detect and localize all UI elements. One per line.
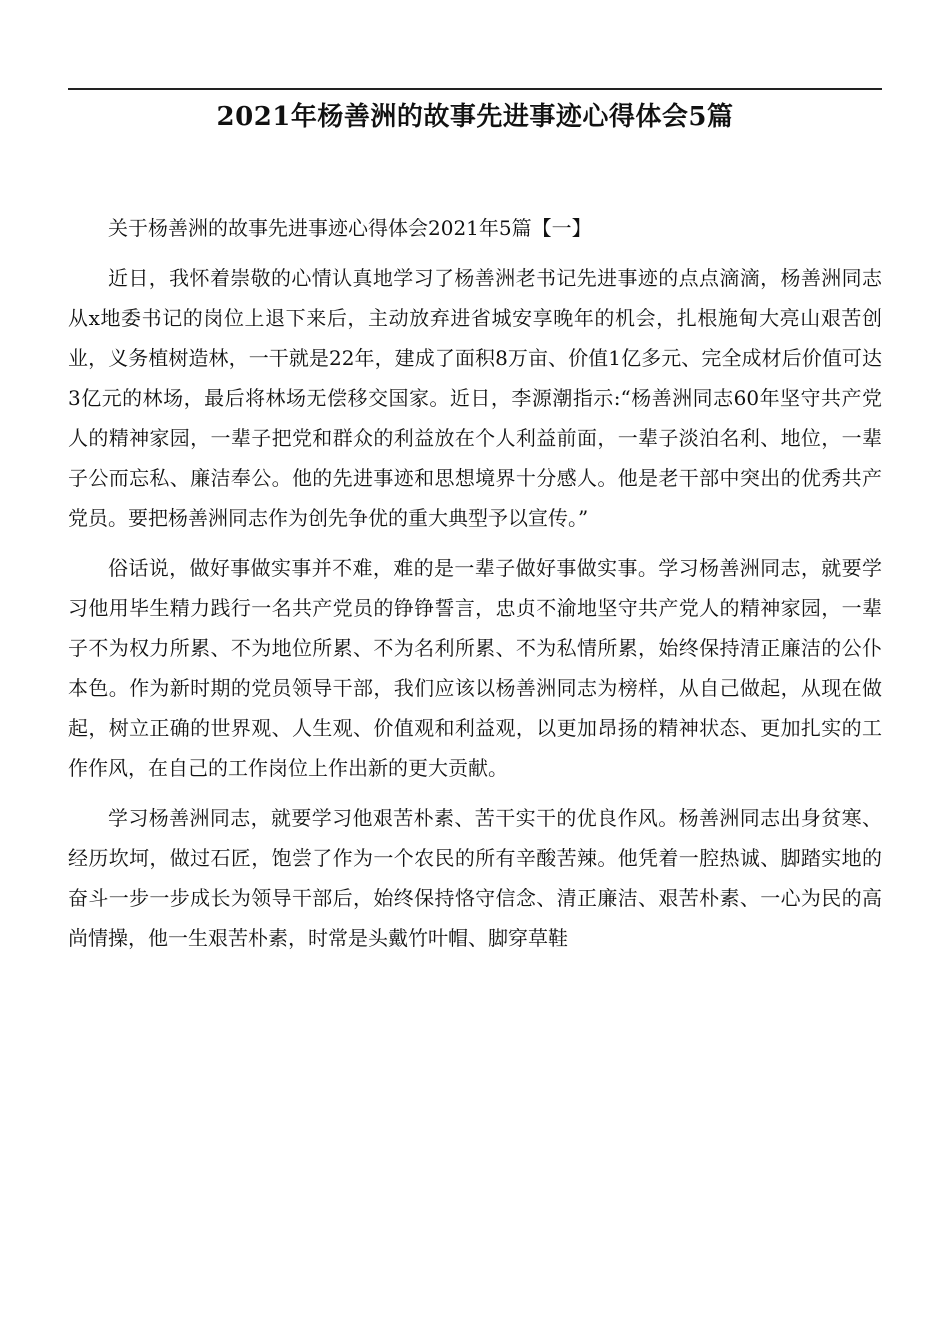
- document-title: 2021年杨善洲的故事先进事迹心得体会5篇: [216, 102, 734, 132]
- paragraph: 近日，我怀着崇敬的心情认真地学习了杨善洲老书记先进事迹的点点滴滴，杨善洲同志从x地委书记的岗位上退下来后，主动放弃进省城安享晚年的机会，扎根施甸大亮山艰苦创业，义务植树造林，一干就是22年，建成了面积8万亩、价值1亿多元、完全成材后价值可达3亿元的林场，最后将林场无偿移交国家。近日，李源潮指示:“杨善洲同志60年坚守共产党人的精神家园，一辈子把党和群众的利益放在个人利益前面，一辈子淡泊名利、地位，一辈子公而忘私、廉洁奉公。他的先进事迹和思想境界十分感人。他是老干部中突出的优秀共产党员。要把杨善洲同志作为创先争优的重大典型予以宣传。”: [68, 266, 882, 530]
- paragraph: 俗话说，做好事做实事并不难，难的是一辈子做好事做实事。学习杨善洲同志，就要学习他用毕生精力践行一名共产党员的铮铮誓言，忠贞不渝地坚守共产党人的精神家园，一辈子不为权力所累、不为地位所累、不为名利所累、不为私情所累，始终保持清正廉洁的公仆本色。作为新时期的党员领导干部，我们应该以杨善洲同志为榜样，从自己做起，从现在做起，树立正确的世界观、人生观、价值观和利益观，以更加昂扬的精神状态、更加扎实的工作作风，在自己的工作岗位上作出新的更大贡献。: [68, 556, 882, 780]
- header-rule: [68, 88, 882, 90]
- section-heading: 关于杨善洲的故事先进事迹心得体会2021年5篇【一】: [108, 216, 592, 240]
- paragraph: 学习杨善洲同志，就要学习他艰苦朴素、苦干实干的优良作风。杨善洲同志出身贫寒、经历坎坷，做过石匠，饱尝了作为一个农民的所有辛酸苦辣。他凭着一腔热诚、脚踏实地的奋斗一步一步成长为领导干部后，始终保持恪守信念、清正廉洁、艰苦朴素、一心为民的高尚情操，他一生艰苦朴素，时常是头戴竹叶帽、脚穿草鞋: [68, 806, 882, 950]
- document-body: [68, 208, 882, 958]
